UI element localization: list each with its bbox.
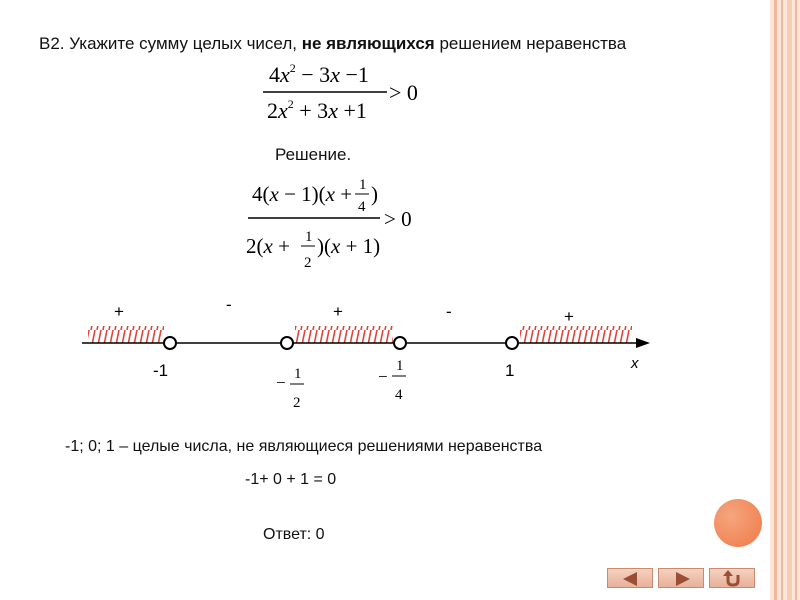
triangle-left-icon bbox=[608, 569, 654, 589]
f-num-frac-den: 4 bbox=[358, 199, 366, 215]
f-num-x2: x bbox=[325, 182, 335, 206]
factored-formula bbox=[240, 165, 440, 277]
inequality-relation: > 0 bbox=[389, 80, 418, 105]
f-num-m1: − 1)( bbox=[278, 182, 326, 206]
num-exp: 2 bbox=[289, 61, 296, 75]
den-x2: x bbox=[328, 98, 338, 123]
hatched-interval bbox=[295, 326, 393, 343]
answer-text: Ответ: 0 bbox=[263, 526, 325, 543]
interval-sign: - bbox=[226, 295, 232, 314]
decorative-circle bbox=[714, 499, 762, 547]
svg-text:2(x + bbox=[246, 234, 290, 258]
den-x: x bbox=[278, 98, 288, 123]
point-label-den: 2 bbox=[293, 395, 301, 411]
svg-text:)(x + 1) bbox=[317, 234, 380, 258]
f-num-frac-num: 1 bbox=[359, 177, 367, 193]
axis-label: x bbox=[631, 355, 639, 372]
f-den-x1: x bbox=[263, 234, 273, 258]
f-num-lead: 4( bbox=[252, 182, 270, 206]
interval-sign: + bbox=[114, 302, 124, 321]
open-point bbox=[506, 337, 518, 349]
prev-button[interactable] bbox=[607, 568, 653, 588]
den-coef: 2 bbox=[267, 98, 278, 123]
svg-text:4(x − 1)(x + bbox=[252, 182, 352, 206]
inequality-formula bbox=[255, 58, 435, 130]
axis-arrow-icon bbox=[636, 338, 650, 348]
num-coef: 4 bbox=[269, 62, 280, 87]
f-num-p: + bbox=[335, 182, 353, 206]
point-label-sign: − bbox=[378, 367, 388, 386]
den-tail: +1 bbox=[337, 98, 367, 123]
f-den-x2: x bbox=[331, 234, 341, 258]
decorative-stripe bbox=[795, 0, 797, 600]
solution-label: Решение. bbox=[275, 145, 352, 164]
return-arrow-icon bbox=[710, 569, 756, 589]
f-num-close: ) bbox=[371, 182, 378, 206]
next-button[interactable] bbox=[658, 568, 704, 588]
triangle-right-icon bbox=[659, 569, 705, 589]
svg-text:4x2 − 3x −1 bbox=[269, 61, 369, 87]
f-den-frac-num: 1 bbox=[305, 229, 313, 245]
point-label-num: 1 bbox=[396, 358, 404, 374]
return-button[interactable] bbox=[709, 568, 755, 588]
task-emphasis: не являющихся bbox=[301, 34, 435, 53]
decorative-stripe bbox=[774, 0, 777, 600]
point-label: -1 bbox=[153, 361, 169, 380]
f-den-frac-den: 2 bbox=[304, 255, 312, 271]
task-suffix: решением неравенства bbox=[434, 34, 627, 53]
f-den-p: + bbox=[272, 234, 290, 258]
point-label-sign: − bbox=[276, 373, 286, 392]
f-den-close: + 1) bbox=[340, 234, 381, 258]
conclusion-text: -1; 0; 1 – целые числа, не являющиеся решениями неравенства bbox=[65, 438, 543, 455]
f-den-lead: 2( bbox=[246, 234, 264, 258]
svg-text:2x2 + 3x +1 bbox=[267, 97, 367, 123]
factored-relation: > 0 bbox=[384, 207, 412, 231]
open-point bbox=[164, 337, 176, 349]
point-label-den: 4 bbox=[395, 387, 403, 403]
number-line bbox=[0, 290, 770, 425]
task-prefix: В2. Укажите сумму целых чисел, bbox=[39, 34, 302, 53]
point-label: 1 bbox=[505, 361, 515, 380]
task-title bbox=[39, 34, 626, 54]
num-mid: − 3 bbox=[295, 62, 331, 87]
hatched-interval bbox=[520, 326, 632, 343]
interval-sign: - bbox=[446, 302, 452, 321]
num-tail: −1 bbox=[339, 62, 369, 87]
f-den-m1: )( bbox=[317, 234, 331, 258]
num-x2: x bbox=[330, 62, 340, 87]
interval-sign: + bbox=[333, 302, 343, 321]
sum-line: -1+ 0 + 1 = 0 bbox=[245, 471, 337, 488]
den-exp: 2 bbox=[287, 97, 294, 111]
open-point bbox=[281, 337, 293, 349]
den-mid: + 3 bbox=[293, 98, 329, 123]
interval-sign: + bbox=[564, 307, 574, 326]
f-num-x1: x bbox=[269, 182, 279, 206]
point-label-num: 1 bbox=[294, 366, 302, 382]
decorative-stripe bbox=[781, 0, 783, 600]
hatched-interval bbox=[88, 326, 164, 343]
open-point bbox=[394, 337, 406, 349]
decorative-stripe bbox=[787, 0, 792, 600]
num-x: x bbox=[280, 62, 290, 87]
